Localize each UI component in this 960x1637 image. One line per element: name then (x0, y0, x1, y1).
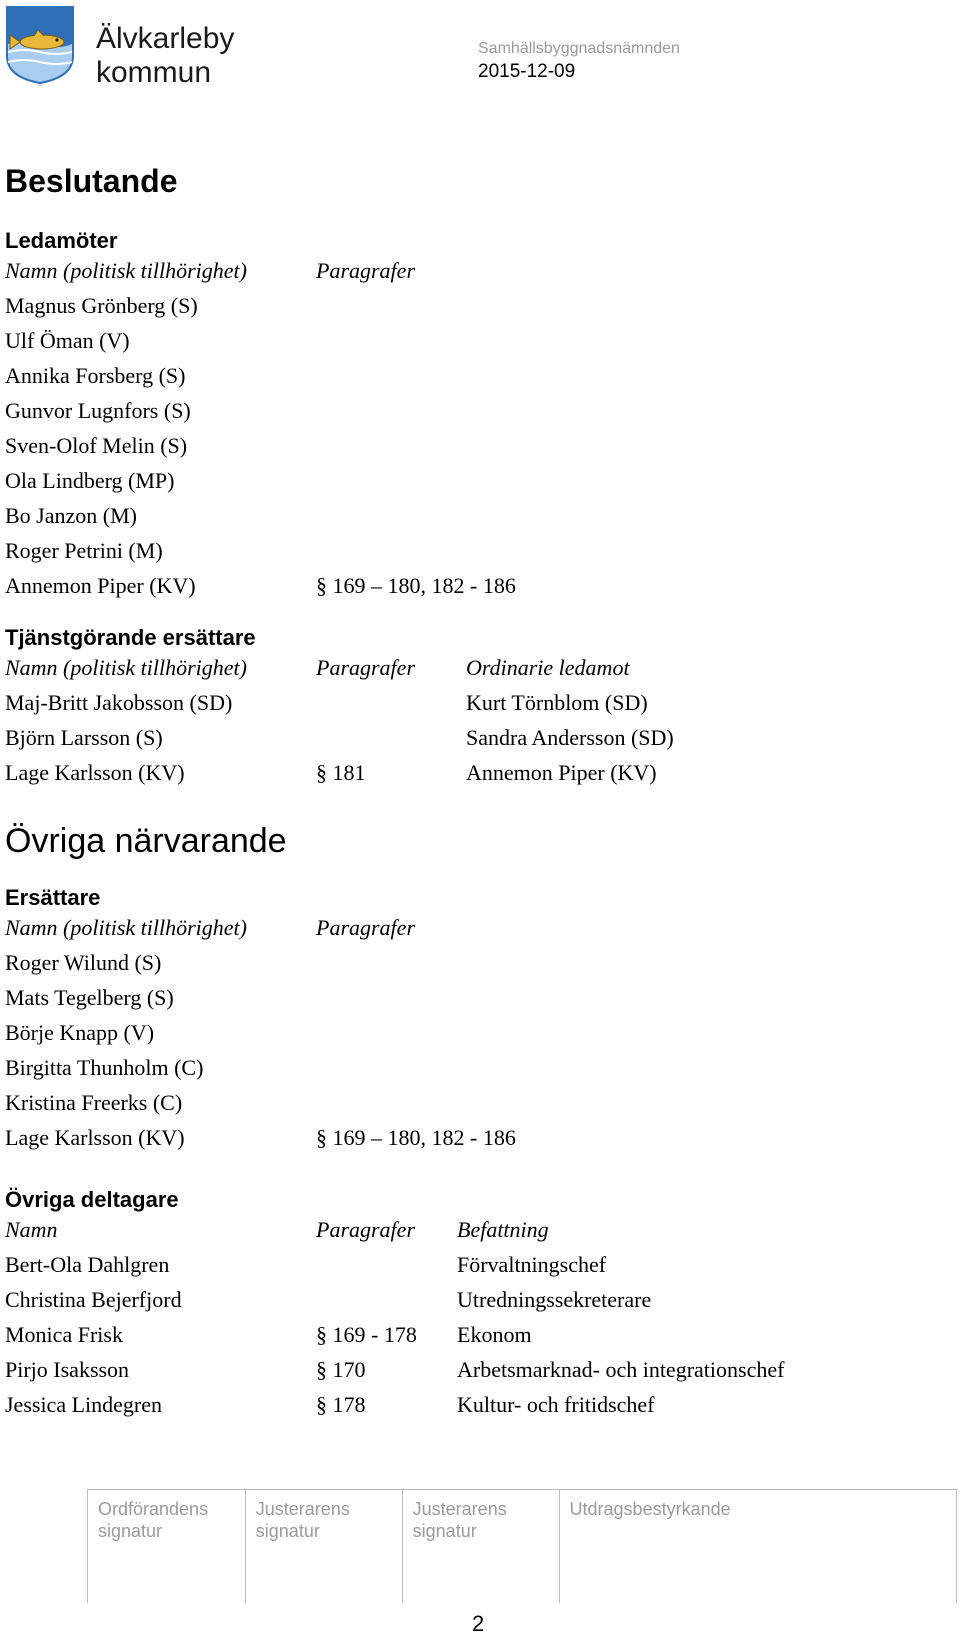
participant-name: Pirjo Isaksson (5, 1357, 130, 1382)
signature-label: signatur (255, 1521, 320, 1541)
table-row (0, 291, 960, 321)
column-header-name: Namn (politisk tillhörighet) (5, 258, 247, 283)
table-row (0, 723, 960, 753)
table-row (0, 1018, 960, 1048)
table-row (0, 501, 960, 531)
section-title-ovriga: Övriga närvarande (5, 822, 287, 860)
table-row (0, 396, 960, 426)
substitute-name: Lage Karlsson (KV) (5, 1125, 185, 1150)
municipal-coat-of-arms-icon (4, 4, 76, 86)
table-header (0, 653, 960, 683)
participant-position: Förvaltningschef (457, 1252, 607, 1277)
signature-box-chair (88, 1490, 246, 1603)
participant-paragraphs: § 169 - 178 (316, 1322, 417, 1347)
participant-position: Utredningssekreterare (457, 1287, 652, 1312)
meeting-date: 2015-12-09 (478, 61, 576, 82)
subheading-tjanstgorande: Tjänstgörande ersättare (5, 625, 256, 650)
committee-name: Samhällsbyggnadsnämnden (478, 40, 680, 57)
column-header-name: Namn (5, 1217, 58, 1242)
table-row (0, 1285, 960, 1315)
participant-name: Monica Frisk (5, 1322, 123, 1347)
participant-name: Bert-Ola Dahlgren (5, 1252, 170, 1277)
participant-position: Ekonom (457, 1322, 532, 1347)
signature-box-adjuster (245, 1490, 402, 1603)
column-header-name: Namn (politisk tillhörighet) (5, 655, 247, 680)
substitute-name: Kristina Freerks (C) (5, 1090, 183, 1115)
column-header-paragraphs: Paragrafer (316, 1217, 415, 1242)
table-row (0, 1390, 960, 1420)
table-row (0, 361, 960, 391)
column-header-name: Namn (politisk tillhörighet) (5, 915, 247, 940)
member-paragraphs: § 169 – 180, 182 - 186 (316, 573, 516, 598)
member-name: Sven-Olof Melin (S) (5, 433, 188, 458)
signature-label: Justerarens (255, 1499, 350, 1519)
ordinary-member: Kurt Törnblom (SD) (466, 690, 648, 715)
signature-label: signatur (412, 1521, 477, 1541)
signature-label: signatur (98, 1521, 163, 1541)
section-title-beslutande: Beslutande (5, 163, 178, 199)
member-name: Magnus Grönberg (S) (5, 293, 198, 318)
table-header (0, 256, 960, 286)
table-row (0, 1123, 960, 1153)
ordinary-member: Annemon Piper (KV) (466, 760, 657, 785)
participant-paragraphs: § 170 (316, 1357, 366, 1382)
ordinary-member: Sandra Andersson (SD) (466, 725, 674, 750)
column-header-paragraphs: Paragrafer (316, 258, 415, 283)
member-name: Gunvor Lugnfors (S) (5, 398, 191, 423)
table-row (0, 1320, 960, 1350)
table-row (0, 326, 960, 356)
org-name-line2: kommun (96, 56, 212, 89)
signature-label: Justerarens (412, 1499, 507, 1519)
member-name: Ulf Öman (V) (5, 328, 130, 353)
table-row (0, 688, 960, 718)
table-row (0, 466, 960, 496)
subheading-ledamoter: Ledamöter (5, 228, 118, 253)
table-header (0, 913, 960, 943)
participant-position: Arbetsmarknad- och integrationschef (457, 1357, 785, 1382)
substitute-name: Björn Larsson (S) (5, 725, 163, 750)
org-name-line1: Älvkarleby (96, 22, 235, 55)
table-header (0, 1215, 960, 1245)
member-name: Ola Lindberg (MP) (5, 468, 175, 493)
table-row (0, 571, 960, 601)
table-row (0, 1355, 960, 1385)
substitute-paragraphs: § 181 (316, 760, 366, 785)
signature-box-adjuster (402, 1490, 559, 1603)
column-header-position: Befattning (457, 1217, 549, 1242)
signature-boxes (87, 1490, 957, 1603)
table-row (0, 1053, 960, 1083)
member-name: Roger Petrini (M) (5, 538, 163, 563)
substitute-name: Börje Knapp (V) (5, 1020, 155, 1045)
substitute-paragraphs: § 169 – 180, 182 - 186 (316, 1125, 516, 1150)
participant-paragraphs: § 178 (316, 1392, 366, 1417)
table-row (0, 1088, 960, 1118)
signature-box-certification (559, 1490, 956, 1603)
member-name: Annika Forsberg (S) (5, 363, 186, 388)
table-row (0, 948, 960, 978)
substitute-name: Lage Karlsson (KV) (5, 760, 185, 785)
table-row (0, 536, 960, 566)
substitute-name: Roger Wilund (S) (5, 950, 162, 975)
substitute-name: Maj-Britt Jakobsson (SD) (5, 690, 233, 715)
table-row (0, 1250, 960, 1280)
member-name: Annemon Piper (KV) (5, 573, 196, 598)
subheading-ersattare: Ersättare (5, 885, 101, 910)
table-row (0, 758, 960, 788)
member-name: Bo Janzon (M) (5, 503, 137, 528)
substitute-name: Birgitta Thunholm (C) (5, 1055, 204, 1080)
subheading-ovriga-deltagare: Övriga deltagare (5, 1187, 179, 1212)
table-row (0, 431, 960, 461)
page-number: 2 (472, 1611, 485, 1636)
column-header-ordinary-member: Ordinarie ledamot (466, 655, 630, 680)
column-header-paragraphs: Paragrafer (316, 655, 415, 680)
column-header-paragraphs: Paragrafer (316, 915, 415, 940)
signature-label: Utdragsbestyrkande (569, 1499, 731, 1519)
participant-position: Kultur- och fritidschef (457, 1392, 655, 1417)
participant-name: Christina Bejerfjord (5, 1287, 182, 1312)
substitute-name: Mats Tegelberg (S) (5, 985, 174, 1010)
table-row (0, 983, 960, 1013)
signature-label: Ordförandens (98, 1499, 209, 1519)
participant-name: Jessica Lindegren (5, 1392, 162, 1417)
